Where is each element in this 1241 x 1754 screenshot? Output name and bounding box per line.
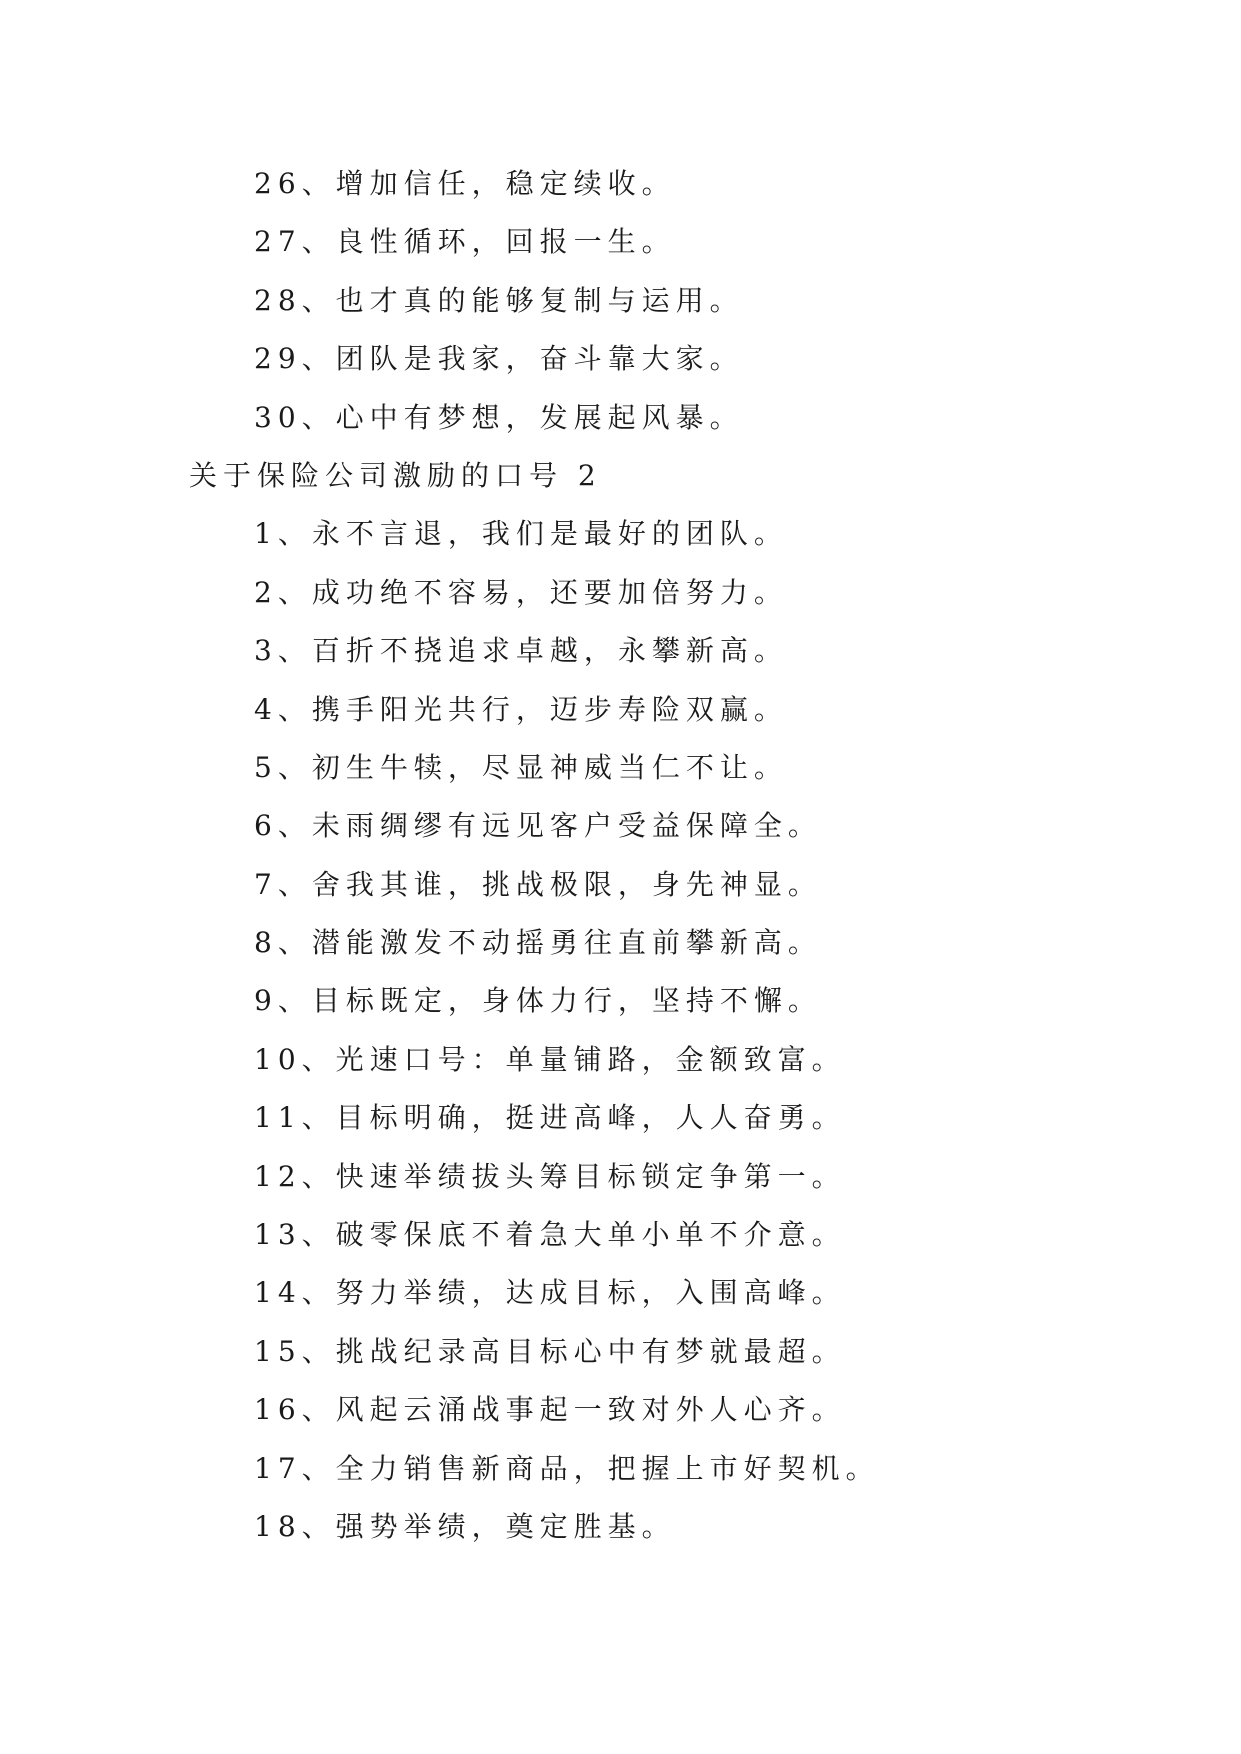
list-item: 17、全力销售新商品，把握上市好契机。 — [254, 1451, 880, 1485]
list-item: 18、强势举绩，奠定胜基。 — [254, 1509, 676, 1543]
list-item: 1、永不言退，我们是最好的团队。 — [254, 517, 788, 551]
list-item: 8、潜能激发不动摇勇往直前攀新高。 — [254, 926, 822, 960]
list-item: 26、增加信任，稳定续收。 — [254, 167, 676, 200]
list-item: 3、百折不挠追求卓越，永攀新高。 — [254, 634, 788, 668]
document-body — [0, 155, 1241, 1556]
list-item: 28、也才真的能够复制与运用。 — [254, 283, 744, 317]
list-item: 10、光速口号：单量铺路，金额致富。 — [254, 1042, 846, 1076]
list-item: 11、目标明确，挺进高峰，人人奋勇。 — [254, 1101, 846, 1135]
list-item: 7、舍我其谁，挑战极限，身先神显。 — [254, 867, 822, 901]
list-item: 4、携手阳光共行，迈步寿险双赢。 — [254, 692, 788, 726]
list-item: 15、挑战纪录高目标心中有梦就最超。 — [254, 1334, 846, 1368]
list-item: 29、团队是我家，奋斗靠大家。 — [254, 342, 744, 376]
section-heading: 关于保险公司激励的口号 2 — [189, 458, 602, 492]
list-item: 13、破零保底不着急大单小单不介意。 — [254, 1218, 846, 1252]
list-item: 6、未雨绸缪有远见客户受益保障全。 — [254, 809, 822, 843]
list-item: 2、成功绝不容易，还要加倍努力。 — [254, 575, 788, 609]
list-item: 16、风起云涌战事起一致对外人心齐。 — [254, 1393, 846, 1427]
list-item: 27、良性循环，回报一生。 — [254, 225, 676, 259]
list-item: 14、努力举绩，达成目标，入围高峰。 — [254, 1276, 846, 1310]
list-item: 5、初生牛犊，尽显神威当仁不让。 — [254, 750, 788, 784]
list-item: 12、快速举绩拔头筹目标锁定争第一。 — [254, 1159, 846, 1193]
list-item: 30、心中有梦想，发展起风暴。 — [254, 400, 744, 434]
list-item: 9、目标既定，身体力行，坚持不懈。 — [254, 984, 822, 1018]
